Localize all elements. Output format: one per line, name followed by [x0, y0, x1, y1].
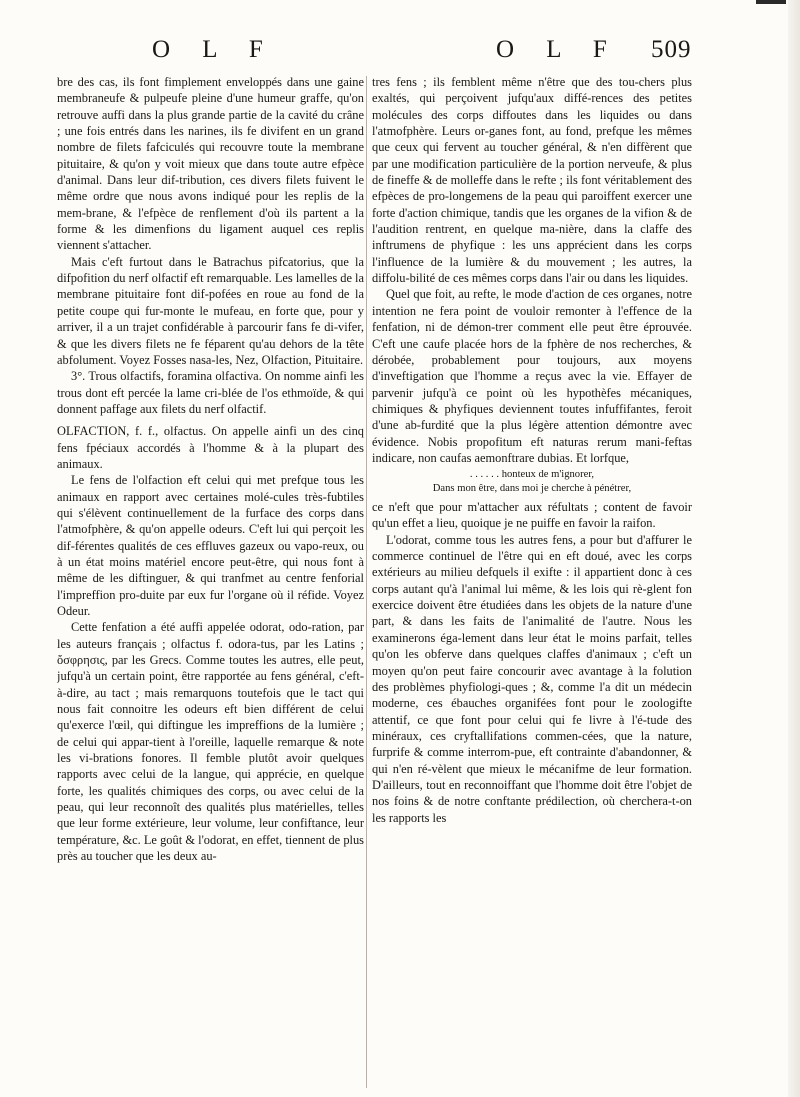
scan-edge-mark	[756, 0, 786, 4]
column-rule	[366, 76, 367, 1088]
paragraph: ce n'eft que pour m'attacher aux réfultats ; content de favoir qu'un effet a lieu, quoique je ne puiffe en favoir la raifon.	[372, 500, 692, 531]
paragraph: tres fens ; ils femblent même n'être que des tou-chers plus exaltés, qui perçoivent jufqu'aux diffé-rences des petites molécules des corps diffoutes dans les liquides ou dans l'atmofphère. Leurs or-ganes font, au fond, prefque les mêmes que ceux qui fervent au toucher général, & n'en diffèrent que par une modification particulière de la portion nerveufe, & plus de fineffe & de molleffe dans le refte ; ils font véritablement des efpèces de pro-longemens de la peau qui paroiffent exercer une forte d'action chimique, tandis que les organes de la vifion & de l'audition rentrent, en quelque ma-nière, dans la claffe des inftrumens de phyfique : les uns apprécient dans les corps l'influence de la lumière & du mouvement ; les autres, la diffolu-bilité de ces mêmes corps dans l'air ou dans les liquides.	[372, 75, 692, 286]
paragraph: Quel que foit, au refte, le mode d'action de ces organes, notre intention ne fera point de vouloir remonter à l'effence de la fenfation, ni de démon-trer comment elle peut être éprouvée. C'eft une caufe placée hors de la fphère de nos recherches, & dérobée, probablement pour toujours, aux moyens d'inveftigation que l'homme a reçus avec la vie. Effayer de parvenir jufqu'à ce point où les hypothèfes mécaniques, chimiques & phyfiques deviennent toutes infuffifantes, feroit d'une ab-furdité que la plus légère attention démontre avec évidence. Nobis propofitum eft naturas rerum mani-feftas indicare, non caufas aemonftrare dubias. Et lorfque,	[372, 287, 692, 465]
paragraph: 3°. Trous olfactifs, foramina olfactiva. On nomme ainfi les trous dont eft percée la lame cri-blée de l'os ethmoïde, & qui donnent paffage aux filets du nerf olfactif.	[57, 369, 364, 416]
right-column	[372, 74, 692, 1089]
verse-line: Dans mon être, dans moi je cherche à pénétrer,	[432, 482, 632, 494]
verse-line: . . . . . . honteux de m'ignorer,	[469, 469, 595, 481]
paragraph: L'odorat, comme tous les autres fens, a pour but d'affurer le commerce continuel de l'être qui en eft doué, avec les corps extérieurs au milieu defquels il exifte : il appartient donc à ces corps autant qu'à l'animal lui même, & les lois qui rè-glent fon exercice doivent être étudiées dans les objets de la nature d'une part, & dans les faits de l'animalité de l'autre. Nous les examinerons éga-lement dans leur état le moins parfait, telles qu'on les obferve dans quelques claffes d'animaux ; c'eft un moyen qu'on peut faire concourir avec avantage à la folution des problèmes phyfiologi-ques ; &, comme l'a dit un médecin moderne, ces ébauches organifées font pour le zoologifte attentif, ce que font pour celui qui fe livre à l'é-tude des minéraux, ces cryftallifations commen-cées, que la nature, furprife & comme interrom-pue, eft contrainte d'abandonner, & qui n'en ré-vèlent que mieux le mécanifme de leur formation. D'ailleurs, tout en reconnoiffant que l'homme doit être l'objet de nos foins & de notre conftante prédilection, où cherchera-t-on les rapports les	[372, 532, 692, 825]
paragraph: bre des cas, ils font fimplement enveloppés dans une gaine membraneufe & pulpeufe pleine d'une humeur graffe, qu'on retrouve auffi dans la plus grande partie de la cavité du crâne ; une fois entrés dans les narines, ils fe divifent en un grand nombre de filets fafciculés qui recouvre toute la membrane pituitaire, & qu'on y voit mieux que dans toute autre efpèce d'animal. Dans leur dif-tribution, ces divers filets fuivent le même ordre que nous avons indiqué pour les replis de la mem-brane, & l'efpèce de renflement d'où ils partent a la forme & les dimenfions du ligament auquel ces replis viennent s'attacher.	[57, 75, 364, 253]
running-head-right: O L F	[496, 36, 620, 63]
running-head-left: O L F	[152, 36, 276, 63]
verse-quotation	[372, 468, 692, 495]
paragraph: Le fens de l'olfaction eft celui qui met prefque tous les animaux en rapport avec certaines molé-cules très-fubtiles qui s'élèvent continuellement de la furface des corps dans l'atmofphère, & qu'on appelle odeurs. C'eft lui qui perçoit les dif-férentes qualités de ces effluves gazeux ou vapo-reux, ou à un état moins matériel encore peut-être, qui nous font à même de les diftinguer, & qui tranfmet au centre fenforial l'impreffion pro-duite par eux fur l'organe où il réfide. Voyez Odeur.	[57, 473, 364, 618]
paragraph: Mais c'eft furtout dans le Batrachus pifcatorius, que la difpofition du nerf olfactif eft remarquable. Les lamelles de la membrane pituitaire font dif-pofées en roue au fond de la petite coupe qui fur-monte le mufeau, en forte que, pour y arriver, il a un trajet confidérable à parcourir fans fe di-vifer, & que les divers filets ne fe féparent qu'au dehors de la tête abfolument. Voyez Fosses nasa-les, Nez, Olfaction, Pituitaire.	[57, 254, 364, 367]
paragraph: Cette fenfation a été auffi appelée odorat, odo-ration, par les auteurs français ; olfactus f. odora-tus, par les Latins ; ὄσφρησις, par les Grecs. Comme toutes les autres, elle peut, jufqu'à un certain point, être rapportée au fens général, c'eft-à-dire, au tact ; mais remarquons toutefois que le tact qui nous fait connoitre les odeurs eft bien différent de celui qu'exerce l'œil, qui diftingue les impreffions de la lumière ; de celui qui appar-tient à l'oreille, laquelle remarque & note les vi-brations fonores. Il femble plutôt avoir quelques rapports avec celui de la langue, qui apprécie, en quelque forte, les qualités chimiques des corps, ou avec celui de la peau, qui leur reconnoît des qualités plus matérielles, telles que leur forme extérieure, leur volume, leur confiftance, leur température, &c. Le goût & l'odorat, en effet, tiennent de plus près au toucher que les deux au-	[57, 620, 364, 864]
entry-olfaction: OLFACTION, f. f., olfactus. On appelle ainfi un des cinq fens fpéciaux accordés à l'homme & à la plupart des animaux.	[57, 424, 364, 471]
page-number: 509	[651, 36, 692, 63]
left-column	[57, 74, 364, 1089]
page-edge-shadow	[788, 0, 800, 1097]
